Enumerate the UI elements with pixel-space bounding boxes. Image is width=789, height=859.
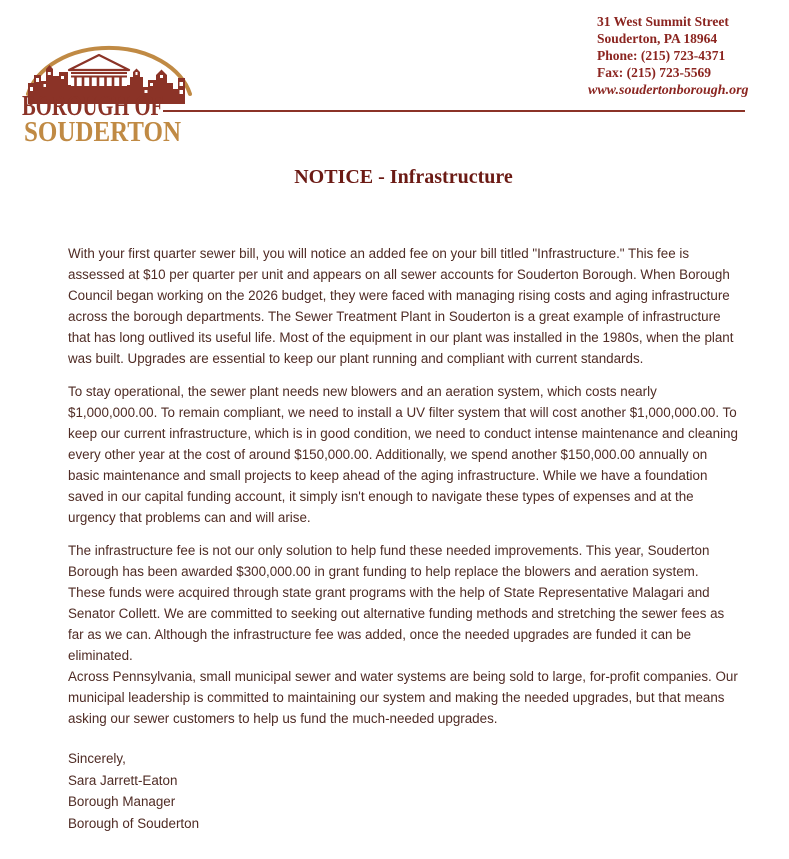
- logo-courthouse: [68, 55, 130, 90]
- signature-block: [68, 748, 739, 834]
- address-line-1: 31 West Summit Street: [597, 14, 729, 29]
- contact-block: [588, 13, 749, 100]
- signature-title: Borough Manager: [68, 794, 176, 809]
- paragraph-4: Across Pennsylvania, small municipal sewer and water systems are being sold to large, for-profit companies. Our municipal leadership is committed to maintaining our system and making the needed upgrades, but that means asking our sewer customers to help us fund the much-needed upgrades.: [68, 669, 738, 726]
- page-title: NOTICE - Infrastructure: [294, 166, 513, 188]
- phone-line: Phone: (215) 723-4371: [597, 48, 726, 63]
- letter-body: [68, 243, 739, 834]
- address-line-2: Souderton, PA 18964: [597, 31, 718, 46]
- paragraph-3: The infrastructure fee is not our only solution to help fund these needed improvements. This year, Souderton Borough has been awarded $300,000.00 in grant funding to help replace the blowers and aeration system. These funds were acquired through state grant programs with the help of State Representative Malagari and Senator Collett. We are committed to seeking out alternative funding methods and stretching the sewer fees as far as we can. Although the infrastructure fee was added, once the needed upgrades are funded it can be eliminated.: [68, 543, 725, 663]
- signature-organization: Borough of Souderton: [68, 815, 200, 831]
- fax-line: Fax: (215) 723-5569: [597, 65, 711, 80]
- header-divider-rule: [163, 110, 745, 112]
- logo-wordmark-line2: SOUDERTON: [24, 116, 182, 148]
- borough-of-souderton-logo: [20, 28, 205, 148]
- logo-wordmark-line1: BOROUGH OF: [22, 90, 163, 122]
- paragraph-1: With your first quarter sewer bill, you will notice an added fee on your bill titled "Infrastructure." This fee is assessed at $10 per quarter per unit and appears on all sewer accounts for Souderton Borough. When Borough Council began working on the 2026 budget, they were faced with managing rising costs and aging infrastructure across the borough departments. The Sewer Treatment Plant in Souderton is a great example of infrastructure that has long outlived its useful life. Most of the equipment in our plant was installed in the 1980s, when the plant was built. Upgrades are essential to keep our plant running and compliant with current standards.: [68, 246, 734, 366]
- signature-closing: Sincerely,: [68, 751, 126, 766]
- website-url: www.soudertonborough.org: [588, 83, 749, 98]
- signature-name: Sara Jarrett-Eaton: [68, 772, 178, 788]
- paragraph-2: To stay operational, the sewer plant needs new blowers and an aeration system, which costs nearly $1,000,000.00. To remain compliant, we need to install a UV filter system that will cost another $1,000,000.00. To keep our current infrastructure, which is in good condition, we need to conduct intense maintenance and cleaning every other year at the cost of around $150,000.00. Additionally, we spend another $150,000.00 annually on basic maintenance and small projects to keep ahead of the aging infrastructure. While we have a foundation saved in our capital funding account, it simply isn't enough to navigate these types of expenses and at the urgency that problems can and will arise.: [68, 384, 738, 525]
